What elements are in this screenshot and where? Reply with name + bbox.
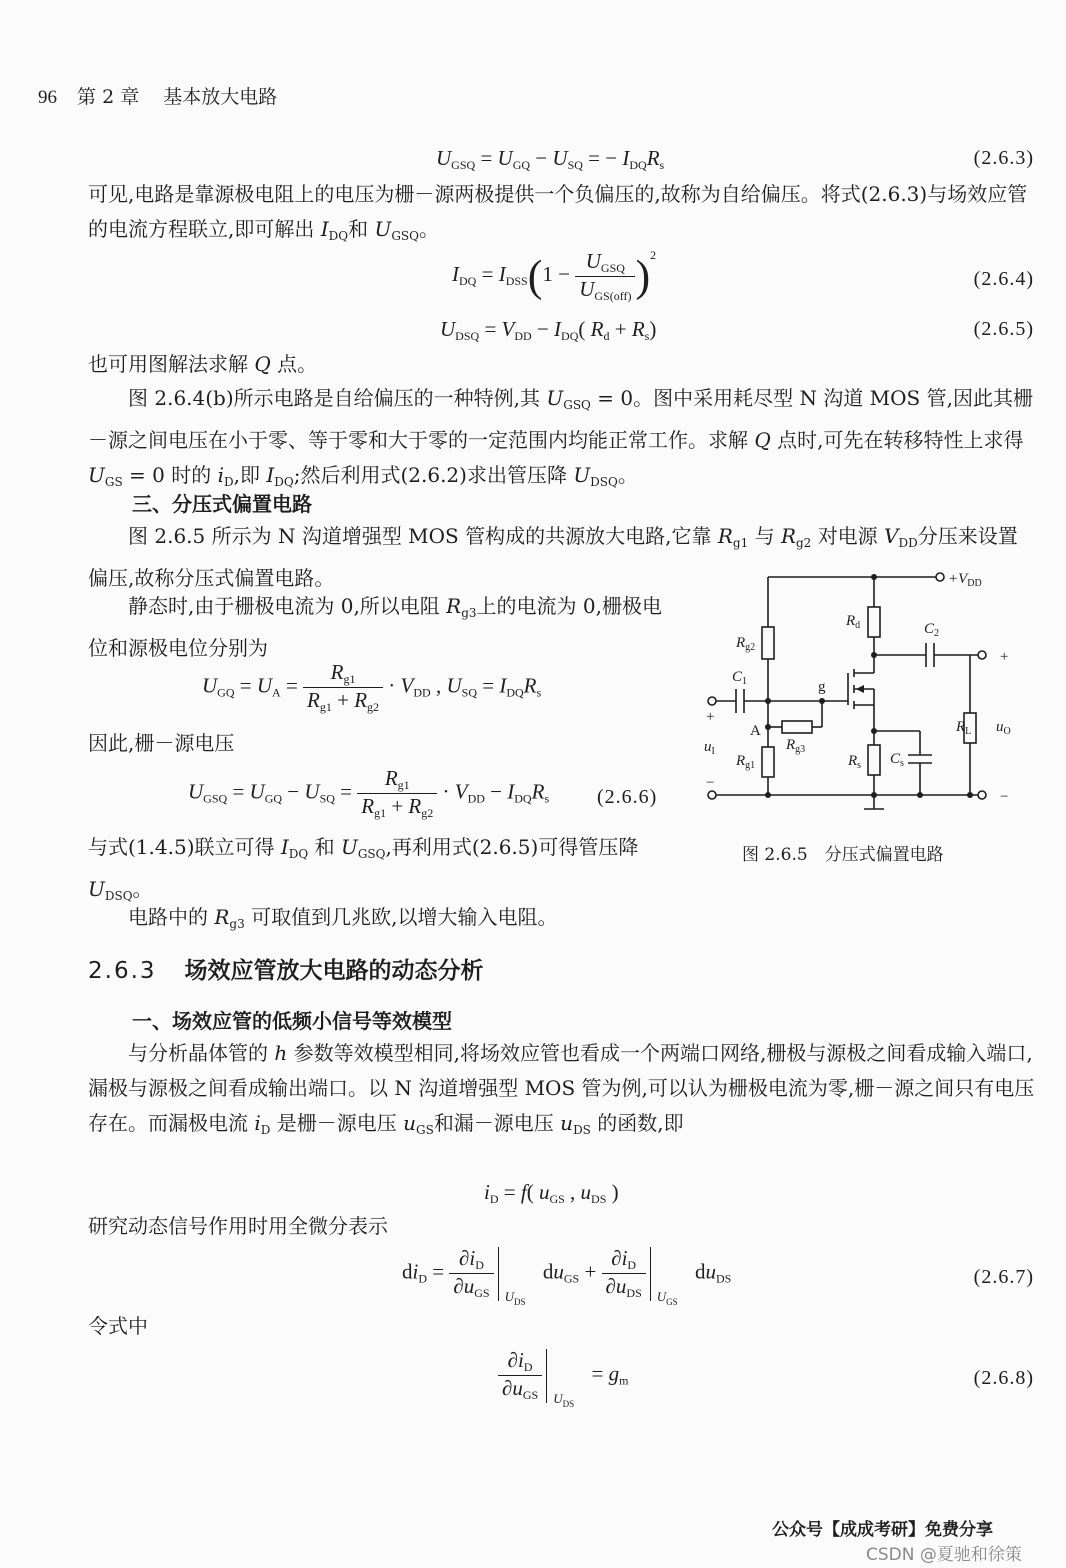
equation-2-6-7: $di_D$ = $\frac{\partial i_D}{\partial u_{GS}}$ $U_{DS}$ $du_{GS}$ + $\frac{\partial i_D}{\partial u_{DS}}$ $U_{GS}$ $du_{DS}$	[402, 1246, 732, 1307]
circuit-figure	[700, 565, 1030, 810]
chapter-label: 第 2 章	[77, 86, 140, 108]
section-heading: 2.6.3 场效应管放大电路的动态分析	[88, 958, 484, 984]
label-ui: $u_I$	[704, 739, 715, 757]
equation-number: (2.6.6)	[597, 786, 658, 808]
label-rg2: $R_{g2}$	[736, 635, 756, 653]
resistor-rd	[868, 607, 880, 637]
paragraph-special-case: 图 2.6.4(b)所示电路是自给偏压的一种特例,其 $U_{GSQ} = 0$。图中采用耗尽型 N 沟道 MOS 管,因此其栅－源之间电压在小于零、等于零和大于零的一定范围内均能正常工作。求解 Q 点时,可先在转移特性上求得 $U_{GS} = 0$ 时的 $i_D$,即 $I_{DQ}$;然后利用式(2.6.2)求出管压降 $U_{DSQ}$。	[88, 386, 1033, 489]
label-rg1: $R_{g1}$	[736, 753, 756, 771]
equation-number: (2.6.8)	[973, 1367, 1034, 1389]
label-g: g	[818, 679, 826, 695]
label-rs: $R_s$	[848, 753, 862, 771]
equation-number: (2.6.3)	[973, 147, 1034, 169]
paragraph-rg3: 电路中的 $R_{g3}$ 可取值到几兆欧,以增大输入电阻。	[128, 905, 558, 931]
resistor-rg3	[782, 721, 812, 733]
label-vdd: $+V_{DD}$	[948, 571, 982, 589]
terminal	[936, 573, 944, 581]
label-rl: $R_L$	[956, 719, 972, 737]
page-header	[38, 82, 277, 109]
paragraph-graphic: 也可用图解法求解 Q 点。	[88, 352, 318, 376]
equation-number: (2.6.7)	[973, 1266, 1034, 1288]
label-c2: $C_2$	[924, 621, 940, 639]
label-minus-in: −	[706, 775, 715, 791]
page-number: 96	[38, 87, 57, 108]
label-minus-out: −	[1000, 789, 1009, 805]
footer-watermark: CSDN @夏驰和徐策	[866, 1545, 1022, 1565]
label-plus-in: +	[706, 709, 715, 725]
equation-function: $i_D = f$( $u_{GS}$ , $u_{DS}$ )	[484, 1180, 619, 1206]
equation-2-6-5: $U_{DSQ} = V_{DD} - I_{DQ}$( $R_d + R_s$)	[440, 317, 657, 343]
paragraph-let: 令式中	[88, 1314, 148, 1338]
paragraph-combine: 与式(1.4.5)联立可得 $I_{DQ}$ 和 $U_{GSQ}$,再利用式(2.6.5)可得管压降 $U_{DSQ}$。	[88, 835, 639, 903]
subheading-voltage-divider: 三、分压式偏置电路	[132, 492, 312, 516]
label-uo: $u_O$	[996, 719, 1011, 737]
label-cs: $C_s$	[890, 751, 904, 769]
paragraph-therefore: 因此,栅－源电压	[88, 731, 235, 755]
equation-number: (2.6.4)	[973, 268, 1034, 290]
label-c1: $C_1$	[732, 669, 748, 687]
resistor-rs	[868, 745, 880, 775]
subheading-small-signal: 一、场效应管的低频小信号等效模型	[132, 1009, 452, 1033]
chapter-title: 基本放大电路	[163, 86, 278, 108]
equation-number: (2.6.5)	[973, 318, 1034, 340]
paragraph-total-diff: 研究动态信号作用时用全微分表示	[88, 1214, 388, 1238]
resistor-rg1	[762, 747, 774, 777]
resistor-rg2	[762, 627, 774, 659]
equation-2-6-3: $U_{GSQ} = U_{GQ} - U_{SQ}$ = − $I_{DQ}R_s$	[436, 146, 665, 172]
footer-promo: 公众号【成成考研】免费分享	[772, 1520, 993, 1540]
paragraph-static: 静态时,由于栅极电流为 0,所以电阻 $R_{g3}$上的电流为 0,栅极电位和源极电位分别为	[88, 594, 662, 660]
figure-caption: 图 2.6.5 分压式偏置电路	[742, 845, 944, 865]
terminal	[708, 697, 716, 705]
paragraph-self-bias: 可见,电路是靠源极电阻上的电压为栅－源两极提供一个负偏压的,故称为自给偏压。将式(2.6.3)与场效应管的电流方程联立,即可解出 $I_{DQ}$和 $U_{GSQ}$。	[88, 182, 1028, 243]
label-plus-out: +	[1000, 649, 1009, 665]
terminal	[978, 651, 986, 659]
paragraph-divider: 图 2.6.5 所示为 N 沟道增强型 MOS 管构成的共源放大电路,它靠 $R_{g1}$ 与 $R_{g2}$ 对电源 $V_{DD}$分压来设置偏压,故称分压式偏置电路。	[88, 524, 1018, 590]
mosfet-arrow	[856, 685, 864, 693]
equation-2-6-8: $\frac{\partial i_D}{\partial u_{GS}}$ $U_{DS}$ = $g_m$	[498, 1348, 628, 1403]
terminal	[978, 791, 986, 799]
equation-2-6-4: $I_{DQ} = I_{DSS}(1$ − $\frac{U_{GSQ}}{U_{GS(off)}}$ )$^2$	[452, 248, 657, 303]
label-rd: $R_d$	[846, 613, 861, 631]
equation-2-6-6: $U_{GSQ} = U_{GQ} - U_{SQ}$ = $\frac{R_{g1}}{R_{g1} + R_{g2}}$ · $V_{DD} - I_{DQ}R_s$	[188, 766, 550, 820]
equation-ugq: $U_{GQ} = U_A$ = $\frac{R_{g1}}{R_{g1} + R_{g2}}$ · $V_{DD}$ , $U_{SQ} = I_{DQ}R_s$	[202, 660, 542, 714]
paragraph-two-port: 与分析晶体管的 h 参数等效模型相同,将场效应管也看成一个两端口网络,栅极与源极之间看成输入端口,漏极与源极之间看成输出端口。以 N 沟道增强型 MOS 管为例,可以认为栅极电流为零,栅－源之间只有电压存在。而漏极电流 $i_D$ 是栅－源电压 $u_{GS}$和漏－源电压 $u_{DS}$ 的函数,即	[88, 1041, 1035, 1137]
terminal	[708, 791, 716, 799]
label-a: A	[750, 723, 761, 739]
label-rg3: $R_{g3}$	[786, 737, 806, 755]
